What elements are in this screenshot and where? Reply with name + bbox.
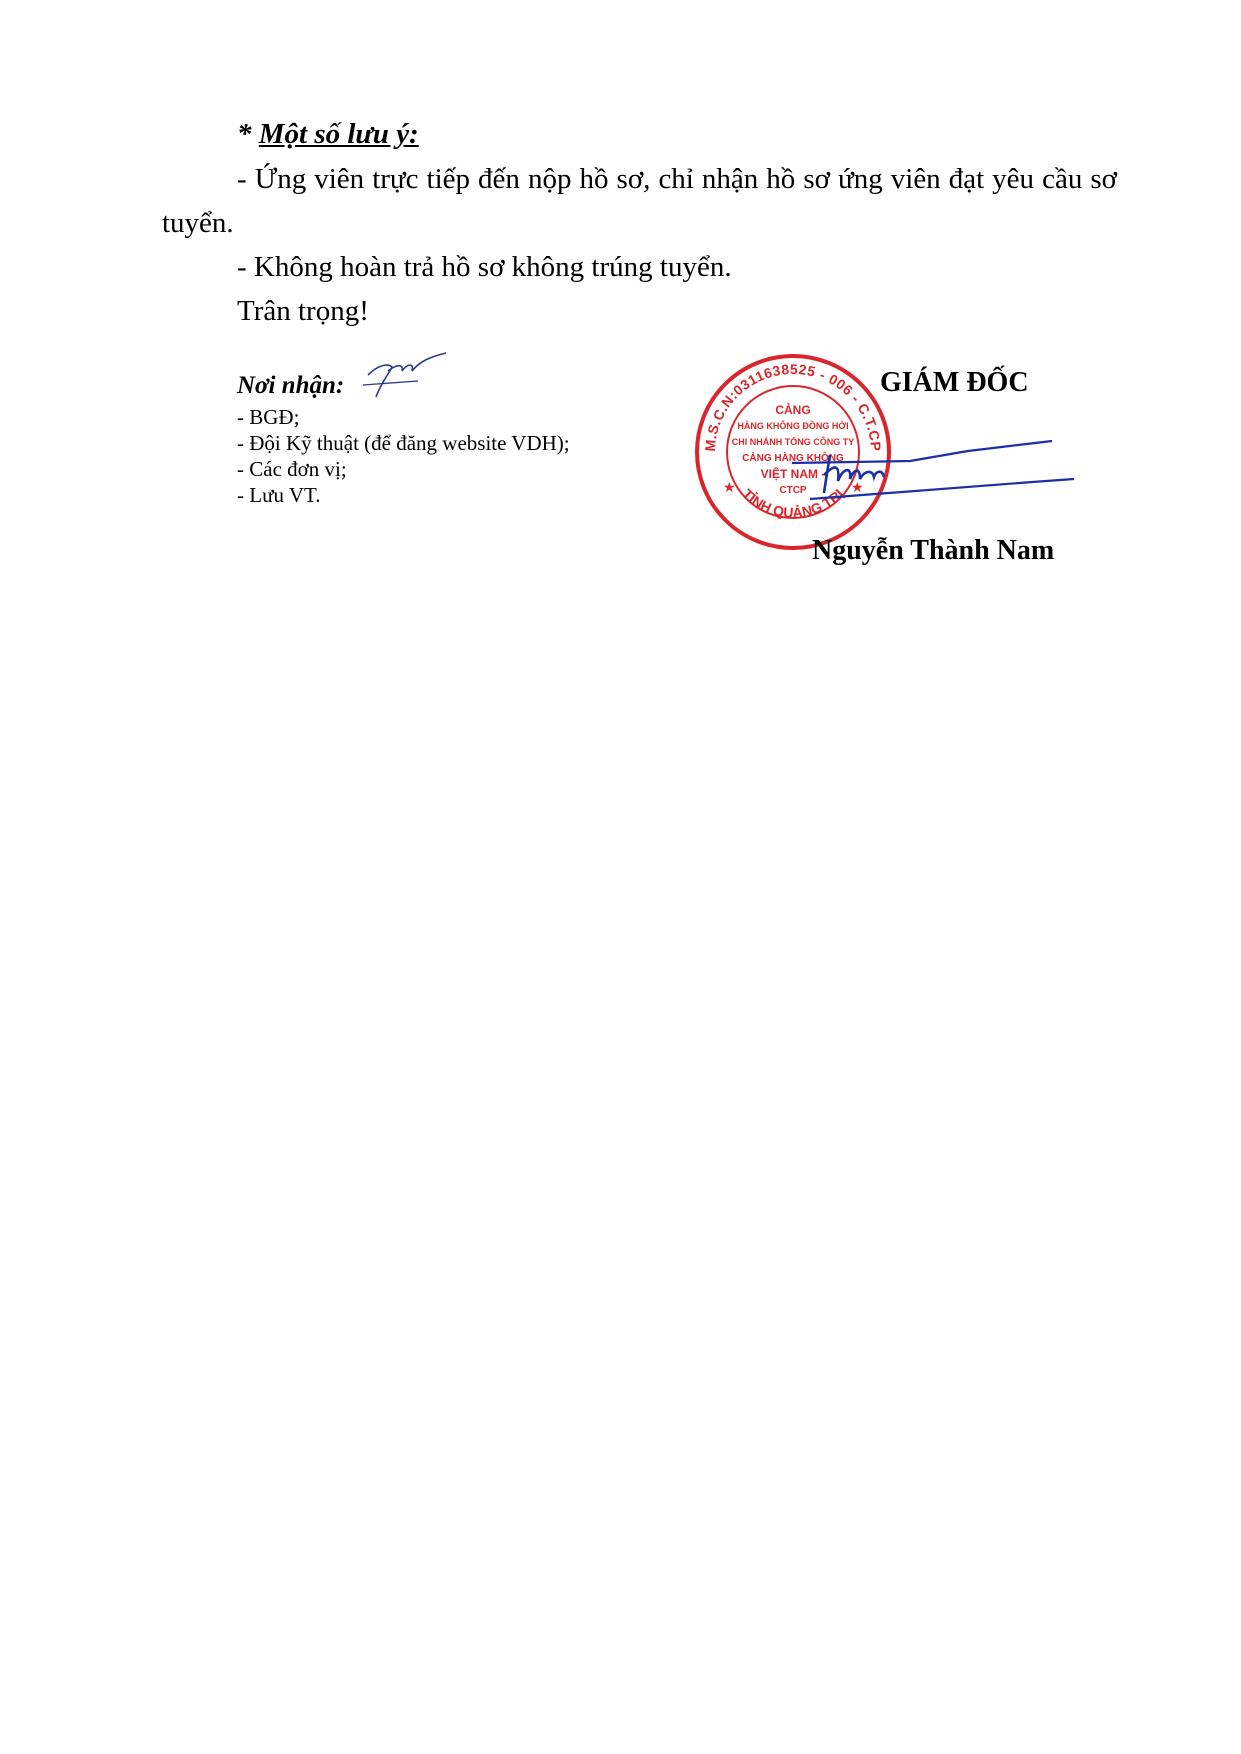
recipient-item: - Các đơn vị;: [237, 457, 347, 481]
signatory-name: Nguyễn Thành Nam: [812, 535, 1055, 566]
stamp-line-2: HÀNG KHÔNG ĐỒNG HỚI: [737, 421, 849, 431]
note-line-2: - Không hoàn trả hồ sơ không trúng tuyển.: [237, 251, 732, 283]
director-signature: [790, 435, 1090, 515]
recipient-item: - Lưu VT.: [237, 483, 321, 507]
note-line-1: - Ứng viên trực tiếp đến nộp hồ sơ, chỉ nhận hồ sơ ứng viên đạt yêu cầu sơ: [237, 163, 1117, 195]
stamp-line-3: CHI NHÁNH TỔNG CÔNG TY: [731, 437, 855, 447]
stamp-line-6: CTCP: [779, 485, 807, 496]
note-line-1-continuation: tuyển.: [162, 207, 234, 239]
recipient-item: - BGĐ;: [237, 405, 300, 429]
signatory-title: GIÁM ĐỐC: [880, 367, 1029, 398]
stamp-line-1: CẢNG: [775, 403, 811, 417]
recipients-title: Nơi nhận:: [237, 372, 345, 399]
stamp-line-5: VIỆT NAM -: [760, 467, 826, 481]
initials-mark: [358, 345, 458, 405]
stamp-ring-bottom: TỈNH QUẢNG TRỊ: [739, 485, 847, 521]
closing-text: Trân trọng!: [237, 295, 369, 327]
recipients-list: [237, 404, 570, 508]
stamp-line-4: CẢNG HÀNG KHÔNG: [742, 453, 844, 464]
notes-heading: [237, 118, 419, 151]
recipient-item: - Đội Kỹ thuật (để đăng website VDH);: [237, 431, 570, 455]
notes-heading-prefix: *: [237, 118, 259, 150]
stamp-star-icon: ★: [723, 481, 736, 496]
stamp-star-icon: ★: [851, 481, 864, 496]
notes-heading-text: Một số lưu ý:: [258, 118, 419, 150]
stamp-ring-top: M.S.C.N:0311638525 - 006 - C.T.CP: [701, 360, 885, 452]
